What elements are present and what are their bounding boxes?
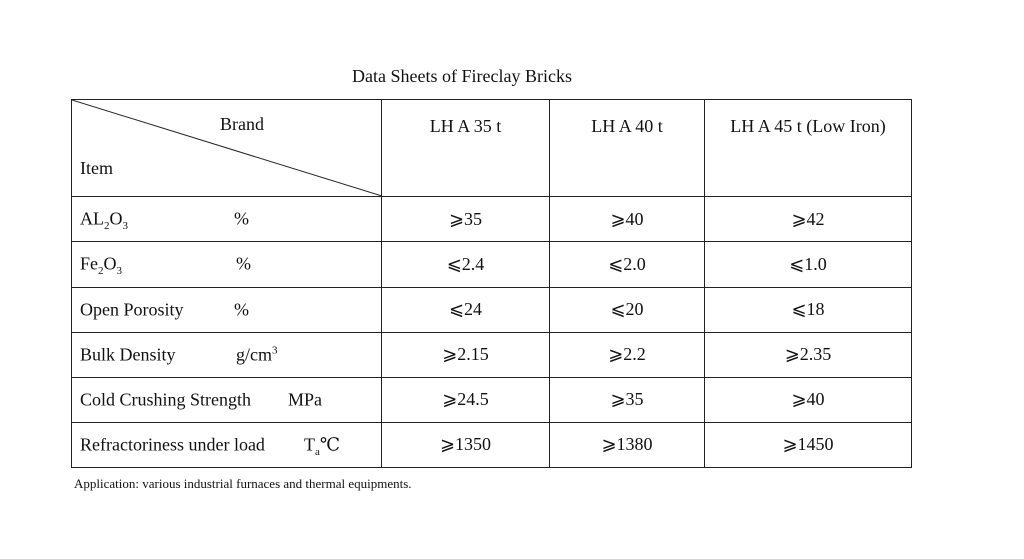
brand-header-cell (705, 100, 912, 197)
value-cell: ⩽20 (550, 287, 705, 332)
table-row (72, 197, 912, 242)
table-row (72, 287, 912, 332)
value-cell: ⩾40 (705, 377, 912, 422)
item-name: $AL_2O_3$ (80, 208, 128, 233)
item-cell (72, 242, 382, 287)
value-cell: ⩽1.0 (705, 242, 912, 287)
value-cell: ⩾42 (705, 197, 912, 242)
page-title: Data Sheets of Fireclay Bricks (352, 66, 572, 86)
value-cell: ⩽2.4 (382, 242, 550, 287)
brand-header-cell (550, 100, 705, 197)
value-cell: ⩾2.2 (550, 332, 705, 377)
item-unit: $T_a℃$ (304, 434, 341, 459)
value-cell: ⩾1450 (705, 422, 912, 467)
table-row (72, 377, 912, 422)
item-name: Refractoriness under load (80, 434, 265, 455)
value-cell: ⩾2.35 (705, 332, 912, 377)
item-name: $Fe_2O_3$ (80, 253, 122, 278)
brand-name: LH A 45 t (Low Iron) (730, 116, 886, 136)
value-cell: ⩾24.5 (382, 377, 550, 422)
item-name: Open Porosity (80, 299, 184, 320)
table-header-row (72, 100, 912, 197)
value-cell: ⩾1350 (382, 422, 550, 467)
item-unit: % (234, 299, 249, 320)
item-cell (72, 332, 382, 377)
table-row (72, 422, 912, 467)
value-cell: ⩽18 (705, 287, 912, 332)
item-unit: MPa (288, 389, 323, 410)
table-row (72, 242, 912, 287)
brand-name: LH A 40 t (591, 116, 663, 136)
application-note: Application: various industrial furnaces and thermal equipments. (74, 476, 412, 491)
item-name: Cold Crushing Strength (80, 389, 252, 410)
brand-header-cell (382, 100, 550, 197)
corner-header-cell (72, 100, 382, 197)
table-row (72, 332, 912, 377)
item-cell (72, 287, 382, 332)
value-cell: ⩾35 (382, 197, 550, 242)
item-cell (72, 197, 382, 242)
item-cell (72, 422, 382, 467)
item-unit: % (236, 253, 251, 274)
item-name: Bulk Density (80, 344, 176, 365)
value-cell: ⩽2.0 (550, 242, 705, 287)
item-unit: $g/cm^3$ (236, 344, 278, 365)
value-cell: ⩾35 (550, 377, 705, 422)
value-cell: ⩽24 (382, 287, 550, 332)
item-cell (72, 377, 382, 422)
brand-name: LH A 35 t (429, 116, 502, 136)
data-table (71, 99, 912, 468)
value-cell: ⩾40 (550, 197, 705, 242)
item-unit: % (234, 208, 249, 229)
value-cell: ⩾2.15 (382, 332, 550, 377)
value-cell: ⩾1380 (550, 422, 705, 467)
item-header-label: Item (80, 158, 113, 178)
brand-header-label: Brand (220, 114, 264, 134)
